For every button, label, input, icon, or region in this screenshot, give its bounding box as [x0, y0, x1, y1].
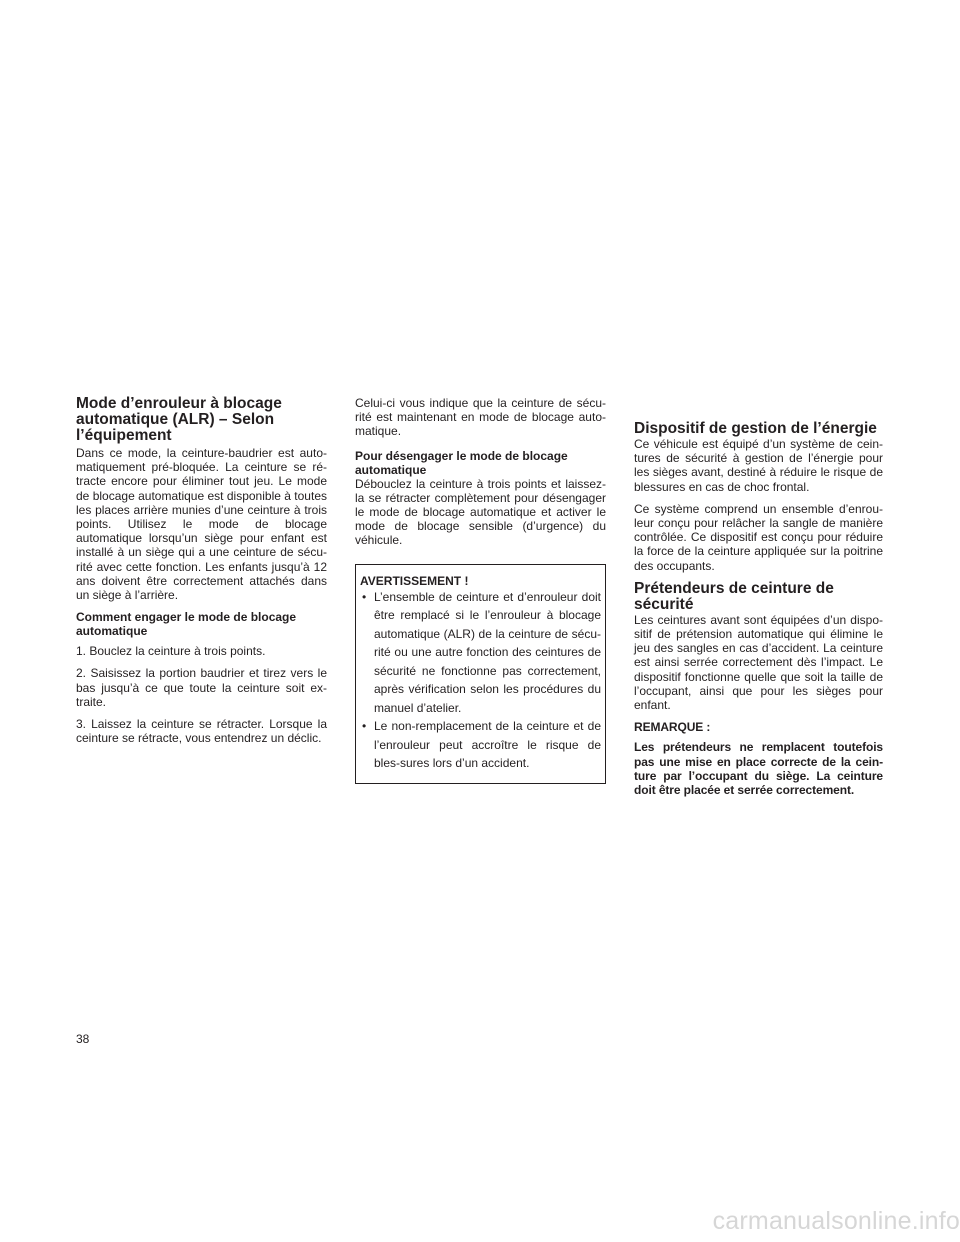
column-1	[76, 396, 327, 753]
warning-item-text: L’ensemble de ceinture et d’enrouleur doit être remplacé si le l’enrouleur à blocage automatique (ALR) de la ceinture de sécu-rité ou une autre fonction des ceintures de sécurité ne fonctionne pas correctement, après vérification selon les procédures du manuel d’atelier.	[374, 589, 601, 715]
warning-item	[360, 588, 601, 718]
energy-paragraph-1: Ce véhicule est équipé d’un système de cein-tures de sécurité à gestion de l’énergie pour les sièges avant, destiné à réduire le risque de blessures en cas de choc frontal.	[634, 437, 883, 494]
step-1: 1. Bouclez la ceinture à trois points.	[76, 644, 266, 659]
warning-item-text: Le non-remplacement de la ceinture et de l’enrouleur peut accroître le risque de bles-sures lors d’un accident.	[374, 719, 601, 771]
note-label: REMARQUE :	[634, 720, 711, 735]
continuation-paragraph: Celui-ci vous indique que la ceinture de sécu-rité est maintenant en mode de blocage auto-matique.	[355, 396, 606, 439]
section-heading-energy: Dispositif de gestion de l’énergie	[634, 420, 877, 437]
column-2	[355, 396, 606, 784]
bullet-icon: •	[362, 589, 367, 604]
note-text: Les prétendeurs ne remplacent toutefois pas une mise en place correcte de la cein-ture par l’occupant du siège. La ceinture doit être placée et serrée correctement.	[634, 740, 883, 798]
alr-intro-paragraph: Dans ce mode, la ceinture-baudrier est auto-matiquement pré-bloquée. La ceinture se ré-tracte encore pour éliminer tout jeu. Le mode de blocage automatique est disponible à toutes les places arrière munies d’une ceinture à trois points. Utilisez le mode de blocage automatique lorsqu’un siège pour enfant est installé à un siège qui a une ceinture de sécu-rité avec cette fonction. Les enfants jusqu’à 12 ans doivent être correctement attachés dans un siège à l’arrière.	[76, 446, 327, 603]
column-3	[634, 396, 883, 805]
section-heading-pretensioners: Prétendeurs de ceinture de sécurité	[634, 579, 834, 613]
pretensioners-paragraph: Les ceintures avant sont équipées d’un dispo-sitif de prétension automatique qui élimine le jeu des sangles en cas d’accident. La ceinture est ainsi serrée correctement dès l’impact. Le dispositif fonctionne quelle que soit la taille de l’occupant, ainsi que pour les sièges pour enfant.	[634, 612, 883, 713]
warning-list	[360, 588, 601, 773]
warning-title: AVERTISSEMENT !	[360, 573, 469, 588]
disengage-paragraph: Débouclez la ceinture à trois points et laissez-la se rétracter complètement pour désengager le mode de blocage automatique et activer le mode de blocage sensible (d’urgence) du véhicule.	[355, 476, 606, 548]
engage-subheading: Comment engager le mode de blocage automatique	[76, 610, 297, 639]
watermark: carmanualsonline.info	[712, 1207, 960, 1235]
warning-box	[355, 564, 606, 784]
warning-item	[360, 717, 601, 773]
page-number: 38	[76, 1032, 90, 1046]
disengage-subheading: Pour désengager le mode de blocage automatique	[355, 448, 568, 477]
step-3: 3. Laissez la ceinture se rétracter. Lorsque la ceinture se rétracte, vous entendrez un déclic.	[76, 717, 327, 746]
energy-paragraph-2: Ce système comprend un ensemble d’enrou-leur conçu pour relâcher la sangle de manière contrôlée. Ce dispositif est conçu pour réduire la force de la ceinture appliquée sur la poitrine des occupants.	[634, 501, 883, 573]
section-heading-alr: Mode d’enrouleur à blocage automatique (ALR) – Selon l’équipement	[76, 395, 282, 444]
bullet-icon: •	[362, 719, 367, 734]
step-2: 2. Saisissez la portion baudrier et tirez vers le bas jusqu’à ce que toute la ceinture soit ex-traite.	[76, 666, 327, 709]
